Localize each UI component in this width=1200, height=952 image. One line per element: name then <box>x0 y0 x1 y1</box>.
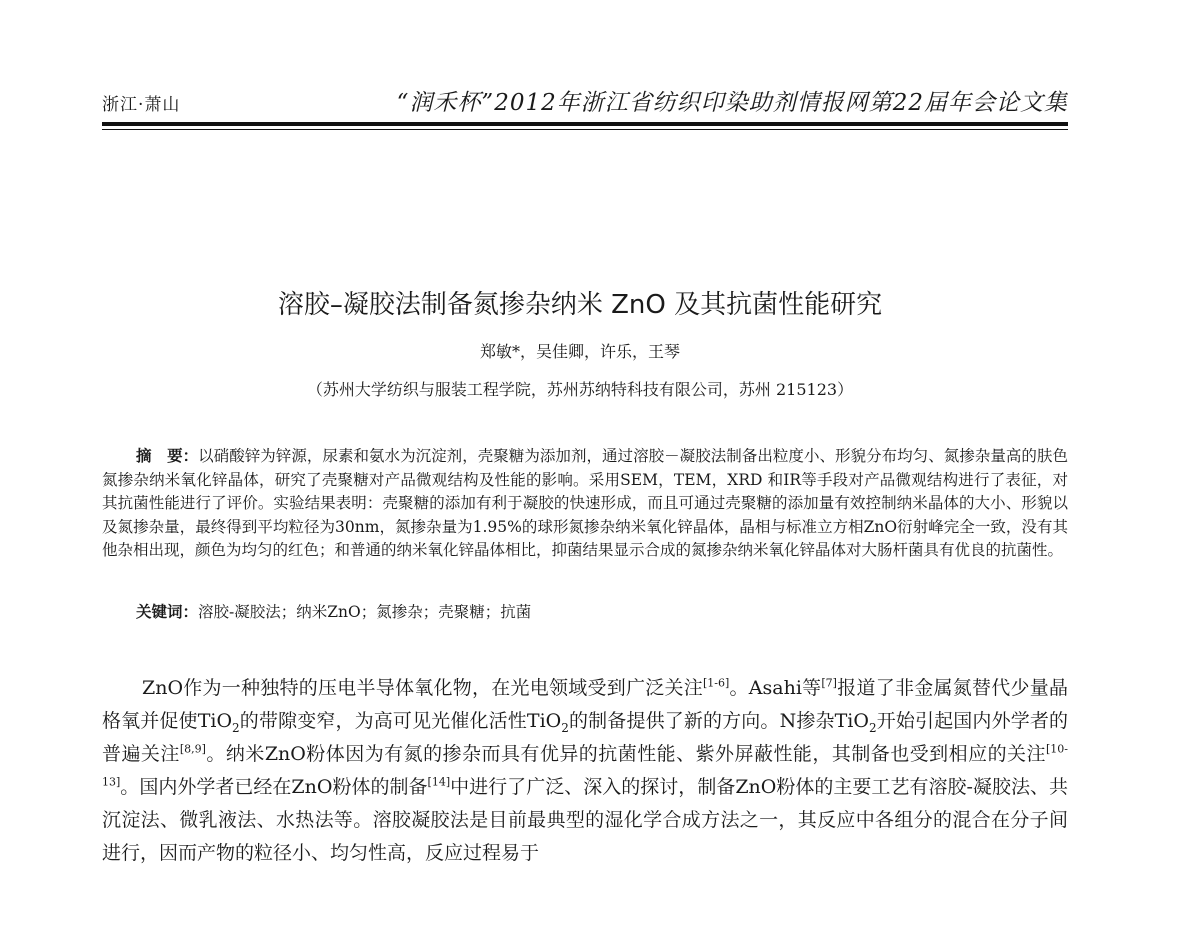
subscript: 2 <box>561 720 569 735</box>
citation: [1-6] <box>702 676 730 690</box>
citation: [14] <box>427 775 451 789</box>
body-paragraph <box>102 672 1068 870</box>
citation: [8,9] <box>179 742 206 756</box>
affiliation: （苏州大学纺织与服装工程学院，苏州苏纳特科技有限公司，苏州 215123） <box>306 380 854 399</box>
body-text: 的带隙变窄，为高可见光催化活性TiO <box>239 710 562 732</box>
abstract-text: 以硝酸锌为锌源，尿素和氨水为沉淀剂，壳聚糖为添加剂，通过溶胶－凝胶法制备出粒度小、形貌分布均匀、氮掺杂量高的肤色氮掺杂纳米氧化锌晶体，研究了壳聚糖对产品微观结构及性能的影响。采用SEM，TEM，XRD 和IR等手段对产品微观结构进行了表征，对其抗菌性能进行了评价。实验结果表明：壳聚糖的添加有利于凝胶的快速形成，而且可通过壳聚糖的添加量有效控制纳米晶体的大小、形貌以及氮掺杂量，最终得到平均粒径为30nm，氮掺杂量为1.95%的球形氮掺杂纳米氧化锌晶体，晶相与标准立方相ZnO衍射峰完全一致，没有其他杂相出现，颜色为均匀的红色；和普通的纳米氧化锌晶体相比，抑菌结果显示合成的氮掺杂纳米氧化锌晶体对大肠杆菌具有优良的抗菌性。 <box>102 447 1068 559</box>
paper-title: 溶胶–凝胶法制备氮掺杂纳米 ZnO 及其抗菌性能研究 <box>277 290 883 320</box>
subscript: 2 <box>868 720 877 735</box>
body-text: 报道了非金属氮替代少量晶格氧并促使TiO <box>102 677 1068 732</box>
keywords-text: 溶胶-凝胶法；纳米ZnO；氮掺杂；壳聚糖；抗菌 <box>198 603 532 621</box>
keywords-label: 关键词： <box>136 602 199 621</box>
body-text: 。纳米ZnO粉体因为有氮的掺杂而具有优异的抗菌性能、紫外屏蔽性能，其制备也受到相应的关注 <box>205 743 1046 765</box>
header-rule-thin <box>102 129 1068 130</box>
abstract <box>102 444 1068 563</box>
abstract-label: 摘 要： <box>136 446 199 465</box>
body-text: 开始引起国内外学者的普遍关注 <box>102 710 1068 765</box>
body-text: 。Asahi等 <box>729 677 822 699</box>
body-text: ZnO作为一种独特的压电半导体氧化物，在光电领域受到广泛关注 <box>142 677 703 699</box>
body-text: 。国内外学者已经在ZnO粉体的制备 <box>120 776 428 798</box>
body-text: 中进行了广泛、深入的探讨，制备ZnO粉体的主要工艺有溶胶-凝胶法、共沉淀法、微乳液法、水热法等。溶胶凝胶法是目前最典型的湿化学合成方法之一，其反应中各组分的混合在分子间进行，因而产物的粒径小、均匀性高，反应过程易于 <box>102 776 1068 864</box>
subscript: 2 <box>232 720 240 735</box>
citation: [7] <box>821 676 837 690</box>
keywords <box>136 600 531 622</box>
body-text: 的制备提供了新的方向。N掺杂TiO <box>568 710 869 732</box>
citation: [10-13] <box>102 742 1068 789</box>
author-list: 郑敏*，吴佳卿，许乐，王琴 <box>479 342 680 361</box>
running-header-location: 浙江·萧山 <box>102 95 181 115</box>
header-rule-thick <box>102 122 1068 126</box>
running-header-proceedings: “润禾杯”2012年浙江省纺织印染助剂情报网第22届年会论文集 <box>396 90 1068 116</box>
